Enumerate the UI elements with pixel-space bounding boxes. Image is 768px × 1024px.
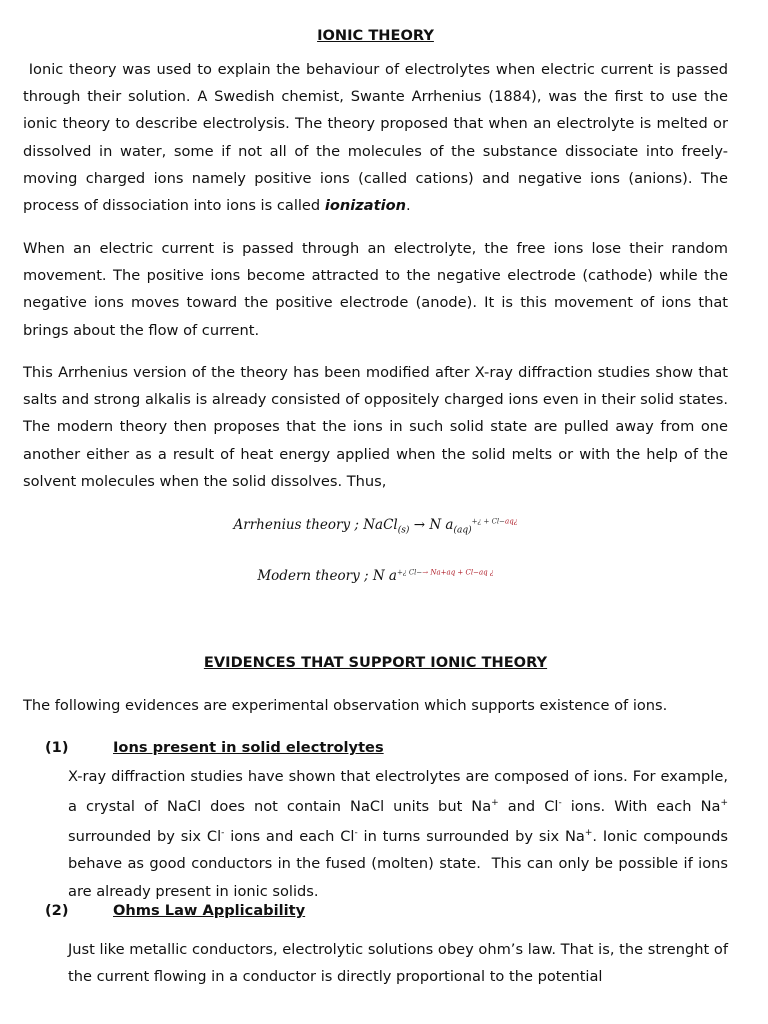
evidence-item-1-text-b: and Cl <box>498 798 559 816</box>
equation-modern-ions: +¿ Cl− <box>396 568 423 577</box>
minus-sign: - <box>558 798 562 809</box>
paragraph-intro-text: Ionic theory was used to explain the behaviour of electrolytes when electric current is passed through their solution. A Swedish chemist, Swante Arrhenius (1884), was the first to use the ionic theory to describe electrolysis. The theory proposed that when an electrolyte is melted or dissolved in water, some if not all of the molecules of the substance dissociate into freely-moving charged ions namely positive ions (called cations) and negative ions (anions). The process of dissociation into ions is called <box>23 61 728 215</box>
equation-arrhenius-state: (s) <box>397 525 410 536</box>
arrow-icon: → <box>413 517 426 533</box>
evidence-item-1-text-d: surrounded by six Cl <box>68 828 222 846</box>
section-heading-evidences: EVIDENCES THAT SUPPORT IONIC THEORY <box>203 654 548 671</box>
equation-arrhenius-label: Arrhenius theory ; NaCl <box>233 517 398 533</box>
equation-modern <box>23 568 728 584</box>
minus-sign: - <box>354 828 358 839</box>
evidence-item-1-text <box>68 763 728 905</box>
equation-modern-label: Modern theory ; N a <box>257 568 397 584</box>
evidence-item-1-number: (1) <box>45 739 69 756</box>
evidence-item-1-heading <box>45 739 384 756</box>
evidence-item-1-title: Ions present in solid electrolytes <box>113 739 384 756</box>
equation-arrhenius <box>23 517 728 536</box>
paragraph-evidences-intro: The following evidences are experimental observation which supports existence of ions. <box>23 697 668 714</box>
evidence-item-1-text-e: ions and each Cl <box>224 828 355 846</box>
equation-arrhenius-ions-state: aq¿ <box>505 517 518 526</box>
evidence-item-2-title: Ohms Law Applicability <box>113 902 306 919</box>
evidence-item-2-heading <box>45 902 305 919</box>
page-title: IONIC THEORY <box>317 27 434 44</box>
evidence-item-2-number: (2) <box>45 902 69 919</box>
evidence-item-1-text-c: ions. With each Na <box>561 798 721 816</box>
evidence-item-2-text: Just like metallic conductors, electrolytic solutions obey ohm’s law. That is, the strenght of the current flowing in a conductor is directly proportional to the potential <box>68 941 728 986</box>
evidence-item-1-text-a: X-ray diffraction studies have shown that electrolytes are composed of ions. For example, a crystal of NaCl does not contain NaCl units but Na <box>68 768 728 816</box>
equation-arrhenius-product-state: (aq) <box>453 525 472 536</box>
equation-arrhenius-product: N a <box>429 517 454 533</box>
plus-sign: + <box>720 798 728 809</box>
evidence-item-1-text-g: . Ionic compounds behave as good conductors in the fused (molten) state. This can only be possible if ions are already present in ionic solids. <box>68 828 728 900</box>
paragraph-intro-end: . <box>406 197 411 215</box>
paragraph-current: When an electric current is passed through an electrolyte, the free ions lose their random movement. The positive ions become attracted to the negative electrode (cathode) while the negative ions moves toward the positive electrode (anode). It is this movement of ions that brings about the flow of current. <box>23 240 728 339</box>
equation-arrhenius-ions: +¿ + Cl− <box>471 517 506 526</box>
minus-sign: - <box>221 828 225 839</box>
ionization-term: ionization <box>324 197 406 215</box>
evidence-item-1-text-f: in turns surrounded by six Na <box>357 828 585 846</box>
plus-sign: + <box>584 828 593 839</box>
paragraph-modern: This Arrhenius version of the theory has been modified after X-ray diffraction studies show that salts and strong alkalis is already consisted of oppositely charged ions even in their solid states. The modern theory then proposes that the ions in such solid state are pulled away from one another either as a result of heat energy applied when the solid melts or with the help of the solvent molecules when the solid dissolves. Thus, <box>23 364 728 490</box>
equation-modern-products: → Na+aq + Cl−aq ¿ <box>422 568 494 577</box>
paragraph-intro <box>23 56 728 219</box>
plus-sign: + <box>491 798 499 809</box>
